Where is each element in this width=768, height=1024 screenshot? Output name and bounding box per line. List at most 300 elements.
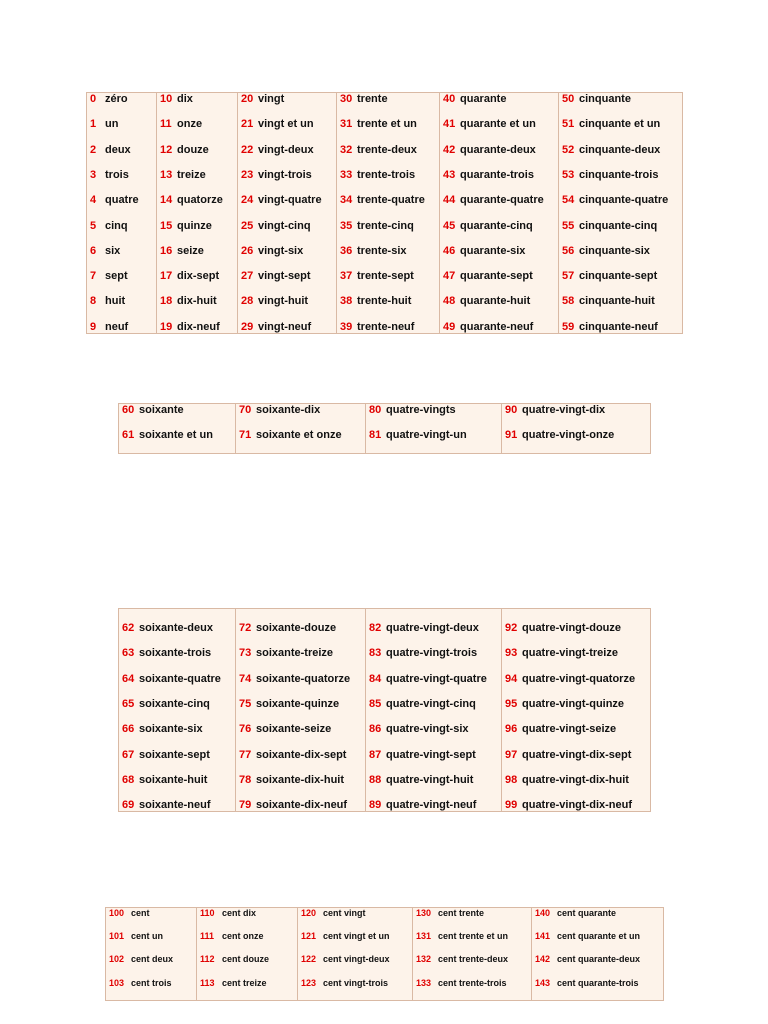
column-10-19 (157, 93, 238, 333)
number-row (87, 119, 156, 132)
number-row (366, 699, 501, 712)
number-word: deux (105, 143, 131, 156)
number-word: cent quarante (557, 908, 617, 918)
number-word: quarante-cinq (460, 219, 533, 232)
number-word: quatre-vingts (386, 404, 456, 416)
number-value: 47 (443, 270, 456, 283)
number-value: 53 (562, 168, 575, 181)
number-row (236, 623, 365, 636)
number-word: soixante-huit (139, 773, 208, 786)
number-word: quatre-vingt-trois (386, 647, 478, 660)
number-row (119, 750, 235, 763)
number-row (502, 750, 652, 763)
number-value: 67 (122, 748, 135, 761)
number-word: cent dix (222, 908, 257, 918)
number-value: 76 (239, 723, 252, 736)
number-row (366, 405, 501, 418)
number-row (236, 724, 365, 737)
number-value: 55 (562, 219, 575, 232)
number-word: cent onze (222, 931, 264, 942)
number-word: cent trois (131, 977, 172, 988)
column-80-81 (366, 404, 502, 453)
number-value: 130 (416, 908, 432, 918)
number-word: trente-trois (357, 168, 416, 181)
number-row (440, 221, 558, 234)
number-value: 4 (90, 194, 97, 207)
number-row (440, 271, 558, 284)
number-row (532, 955, 665, 966)
number-value: 32 (340, 143, 353, 156)
column-90-91 (502, 404, 652, 453)
number-row (157, 221, 237, 234)
number-row (532, 979, 665, 990)
number-value: 80 (369, 404, 382, 416)
number-row (119, 648, 235, 661)
number-value: 84 (369, 672, 382, 685)
number-value: 141 (535, 931, 551, 942)
number-row (366, 674, 501, 687)
number-value: 91 (505, 429, 518, 442)
number-row (298, 909, 412, 920)
number-value: 133 (416, 977, 432, 988)
number-word: quatre-vingt-treize (522, 647, 618, 660)
number-word: trente-quatre (357, 194, 425, 207)
number-value: 45 (443, 219, 456, 232)
number-word: trente-neuf (357, 320, 415, 333)
number-value: 86 (369, 723, 382, 736)
number-word: cent vingt-deux (323, 954, 390, 965)
number-row (238, 145, 336, 158)
number-word: soixante-dix-sept (256, 748, 347, 761)
column-0-9 (87, 93, 157, 333)
number-word: trente-deux (357, 143, 417, 156)
number-value: 25 (241, 219, 254, 232)
number-value: 20 (241, 93, 254, 105)
number-word: vingt-cinq (258, 219, 311, 232)
number-value: 83 (369, 647, 382, 660)
number-row (559, 296, 684, 309)
number-word: soixante-treize (256, 647, 334, 660)
number-word: dix (177, 93, 193, 105)
number-word: cinq (105, 219, 128, 232)
number-value: 100 (109, 908, 125, 918)
number-word: neuf (105, 320, 129, 333)
number-word: soixante et onze (256, 429, 342, 442)
number-row (106, 979, 196, 990)
number-value: 101 (109, 931, 125, 942)
number-value: 140 (535, 908, 551, 918)
number-value: 46 (443, 244, 456, 257)
number-word: quatre-vingt-dix (522, 404, 606, 416)
number-row (440, 246, 558, 259)
number-row (337, 296, 439, 309)
number-row (157, 246, 237, 259)
number-value: 66 (122, 723, 135, 736)
number-row (298, 979, 412, 990)
number-value: 8 (90, 295, 97, 308)
number-row (119, 699, 235, 712)
number-value: 131 (416, 931, 432, 942)
number-word: vingt-sept (258, 270, 311, 283)
number-row (87, 271, 156, 284)
number-word: quarante (460, 93, 507, 105)
number-value: 18 (160, 295, 173, 308)
number-row (157, 195, 237, 208)
number-row (337, 271, 439, 284)
number-value: 57 (562, 270, 575, 283)
number-row (238, 221, 336, 234)
number-row (366, 623, 501, 636)
number-row (337, 195, 439, 208)
number-value: 94 (505, 672, 518, 685)
number-value: 98 (505, 773, 518, 786)
number-word: cent quarante-trois (557, 977, 639, 988)
number-word: quatre (105, 194, 139, 207)
number-row (337, 322, 439, 335)
number-word: trente-cinq (357, 219, 414, 232)
number-word: un (105, 118, 119, 131)
numbers-table-60-91 (118, 403, 651, 454)
number-word: vingt (258, 93, 285, 105)
numbers-table-100-143 (105, 907, 664, 1001)
number-word: quatre-vingt-six (386, 723, 469, 736)
number-value: 58 (562, 295, 575, 308)
number-value: 17 (160, 270, 173, 283)
number-row (87, 322, 156, 335)
number-value: 88 (369, 773, 382, 786)
number-row (157, 271, 237, 284)
number-row (298, 932, 412, 943)
number-value: 90 (505, 404, 518, 416)
number-row (559, 271, 684, 284)
number-row (236, 405, 365, 418)
number-word: soixante-quatre (139, 672, 221, 685)
number-value: 121 (301, 931, 317, 942)
number-row (502, 674, 652, 687)
number-row (366, 775, 501, 788)
number-word: soixante-quatorze (256, 672, 351, 685)
number-word: cinquante-quatre (579, 194, 669, 207)
number-value: 1 (90, 118, 97, 131)
number-value: 23 (241, 168, 254, 181)
number-value: 62 (122, 622, 135, 634)
number-row (236, 775, 365, 788)
number-word: cent vingt (323, 908, 366, 918)
number-value: 6 (90, 244, 97, 257)
number-word: quarante-huit (460, 295, 531, 308)
number-word: trente (357, 93, 388, 105)
number-word: cent vingt-trois (323, 977, 389, 988)
number-value: 113 (200, 977, 215, 988)
number-value: 103 (109, 977, 125, 988)
number-word: trente et un (357, 118, 417, 131)
number-row (157, 94, 237, 107)
number-value: 60 (122, 404, 135, 416)
number-row (337, 170, 439, 183)
number-row (238, 170, 336, 183)
number-word: trente-six (357, 244, 407, 257)
number-word: soixante-dix-huit (256, 773, 345, 786)
number-value: 19 (160, 320, 173, 333)
number-value: 72 (239, 622, 252, 634)
number-row (559, 119, 684, 132)
number-row (337, 221, 439, 234)
number-value: 11 (160, 118, 172, 131)
number-word: vingt-quatre (258, 194, 322, 207)
number-word: cinquante et un (579, 118, 661, 131)
number-value: 5 (90, 219, 97, 232)
number-row (236, 674, 365, 687)
number-word: quatre-vingt-neuf (386, 799, 477, 812)
number-value: 120 (301, 908, 317, 918)
number-word: cinquante-deux (579, 143, 661, 156)
number-row (238, 195, 336, 208)
column-50-59 (559, 93, 684, 333)
number-row (87, 170, 156, 183)
number-row (119, 405, 235, 418)
number-row (238, 296, 336, 309)
number-row (106, 909, 196, 920)
number-word: vingt-trois (258, 168, 312, 181)
number-value: 26 (241, 244, 254, 257)
number-word: cent vingt et un (323, 931, 390, 942)
number-value: 69 (122, 799, 135, 812)
number-word: quatorze (177, 194, 223, 207)
number-value: 59 (562, 320, 575, 333)
number-word: vingt et un (258, 118, 314, 131)
number-value: 22 (241, 143, 254, 156)
number-value: 49 (443, 320, 456, 333)
number-value: 52 (562, 143, 575, 156)
number-word: quarante-sept (460, 270, 533, 283)
number-value: 87 (369, 748, 382, 761)
number-row (502, 623, 652, 636)
number-row (337, 94, 439, 107)
number-row (119, 775, 235, 788)
number-word: quarante-six (460, 244, 526, 257)
number-word: cinquante-trois (579, 168, 659, 181)
number-value: 40 (443, 93, 456, 105)
number-value: 81 (369, 429, 382, 442)
number-value: 142 (535, 954, 551, 965)
number-word: soixante-quinze (256, 697, 340, 710)
number-word: soixante-cinq (139, 697, 210, 710)
number-word: sept (105, 270, 128, 283)
number-value: 85 (369, 697, 382, 710)
number-value: 65 (122, 697, 135, 710)
number-row (502, 405, 652, 418)
number-word: quatre-vingt-cinq (386, 697, 476, 710)
number-value: 82 (369, 622, 382, 634)
number-row (559, 221, 684, 234)
number-row (532, 932, 665, 943)
number-row (119, 724, 235, 737)
number-row (413, 932, 531, 943)
column-72-79 (236, 609, 366, 811)
number-value: 37 (340, 270, 353, 283)
number-word: soixante-dix (256, 404, 321, 416)
column-62-69 (119, 609, 236, 811)
number-value: 7 (90, 270, 97, 283)
number-row (440, 195, 558, 208)
number-word: cinquante-cinq (579, 219, 658, 232)
number-word: cent trente et un (438, 931, 509, 942)
number-value: 95 (505, 697, 518, 710)
number-word: quatre-vingt-quatre (386, 672, 487, 685)
number-value: 21 (241, 118, 254, 131)
number-row (106, 932, 196, 943)
number-value: 15 (160, 219, 173, 232)
number-value: 93 (505, 647, 518, 660)
number-value: 2 (90, 143, 97, 156)
number-word: vingt-six (258, 244, 304, 257)
number-value: 73 (239, 647, 252, 660)
number-value: 68 (122, 773, 135, 786)
number-value: 44 (443, 194, 456, 207)
number-row (502, 430, 652, 443)
number-word: cent trente-deux (438, 954, 509, 965)
number-row (559, 145, 684, 158)
number-value: 12 (160, 143, 173, 156)
number-value: 54 (562, 194, 575, 207)
number-row (337, 246, 439, 259)
number-word: cent deux (131, 954, 174, 965)
number-word: quatre-vingt-sept (386, 748, 476, 761)
number-value: 30 (340, 93, 353, 105)
number-word: onze (177, 118, 203, 131)
number-value: 28 (241, 295, 254, 308)
number-word: soixante-seize (256, 723, 332, 736)
number-value: 39 (340, 320, 353, 333)
number-word: quatre-vingt-quinze (522, 697, 625, 710)
number-value: 48 (443, 295, 456, 308)
number-word: cent quarante-deux (557, 954, 641, 965)
number-word: vingt-neuf (258, 320, 312, 333)
number-row (366, 800, 501, 813)
number-row (238, 322, 336, 335)
number-row (440, 170, 558, 183)
number-word: quatre-vingt-huit (386, 773, 474, 786)
column-70-71 (236, 404, 366, 453)
number-row (502, 800, 652, 813)
number-value: 71 (239, 429, 252, 442)
number-row (502, 724, 652, 737)
number-word: quarante-deux (460, 143, 536, 156)
number-word: cinquante (579, 93, 631, 105)
column-30-39 (337, 93, 440, 333)
number-row (87, 296, 156, 309)
number-row (440, 145, 558, 158)
number-row (87, 221, 156, 234)
number-value: 33 (340, 168, 353, 181)
number-row (298, 955, 412, 966)
number-value: 38 (340, 295, 353, 308)
number-row (440, 322, 558, 335)
number-row (238, 94, 336, 107)
number-word: cinquante-huit (579, 295, 655, 308)
number-value: 78 (239, 773, 252, 786)
number-word: quatre-vingt-dix-huit (522, 773, 629, 786)
number-word: quatre-vingt-dix-sept (522, 748, 632, 761)
column-60-61 (119, 404, 236, 453)
number-word: quatre-vingt-deux (386, 622, 479, 634)
number-word: soixante-six (139, 723, 203, 736)
number-value: 41 (443, 118, 456, 131)
number-value: 96 (505, 723, 518, 736)
number-row (366, 430, 501, 443)
number-value: 143 (535, 977, 551, 988)
number-row (413, 979, 531, 990)
number-row (236, 648, 365, 661)
number-value: 31 (340, 118, 353, 131)
number-value: 99 (505, 799, 518, 812)
number-word: soixante-dix-neuf (256, 799, 348, 812)
number-word: cent quarante et un (557, 931, 641, 942)
number-value: 13 (160, 168, 173, 181)
number-value: 112 (200, 954, 215, 965)
number-value: 42 (443, 143, 456, 156)
number-word: soixante-neuf (139, 799, 211, 812)
number-row (119, 623, 235, 636)
number-row (119, 674, 235, 687)
number-value: 10 (160, 93, 173, 105)
number-word: trente-sept (357, 270, 414, 283)
number-word: douze (177, 143, 209, 156)
number-word: cent un (131, 931, 164, 942)
number-row (87, 145, 156, 158)
column-92-99 (502, 609, 652, 811)
number-row (559, 170, 684, 183)
number-row (502, 775, 652, 788)
number-word: cinquante-six (579, 244, 650, 257)
number-row (119, 800, 235, 813)
number-row (559, 94, 684, 107)
number-row (236, 800, 365, 813)
number-row (559, 195, 684, 208)
number-word: quatre-vingt-un (386, 429, 467, 442)
number-value: 51 (562, 118, 575, 131)
number-row (87, 195, 156, 208)
number-word: soixante et un (139, 429, 213, 442)
column-110-113 (197, 908, 298, 1000)
number-row (440, 119, 558, 132)
number-word: dix-sept (177, 270, 220, 283)
number-word: quatre-vingt-quatorze (522, 672, 636, 685)
number-value: 63 (122, 647, 135, 660)
number-row (197, 979, 297, 990)
number-value: 70 (239, 404, 252, 416)
number-row (337, 119, 439, 132)
number-row (440, 296, 558, 309)
number-word: cent treize (222, 977, 267, 988)
number-value: 9 (90, 320, 97, 333)
number-value: 77 (239, 748, 252, 761)
number-row (197, 909, 297, 920)
number-row (236, 750, 365, 763)
number-row (87, 246, 156, 259)
number-row (559, 322, 684, 335)
number-word: cinquante-sept (579, 270, 658, 283)
number-value: 24 (241, 194, 254, 207)
number-row (366, 724, 501, 737)
number-row (413, 909, 531, 920)
number-value: 79 (239, 799, 252, 812)
number-row (502, 648, 652, 661)
numbers-table-62-99 (118, 608, 651, 812)
number-word: seize (177, 244, 204, 257)
number-value: 110 (200, 908, 215, 918)
number-row (559, 246, 684, 259)
